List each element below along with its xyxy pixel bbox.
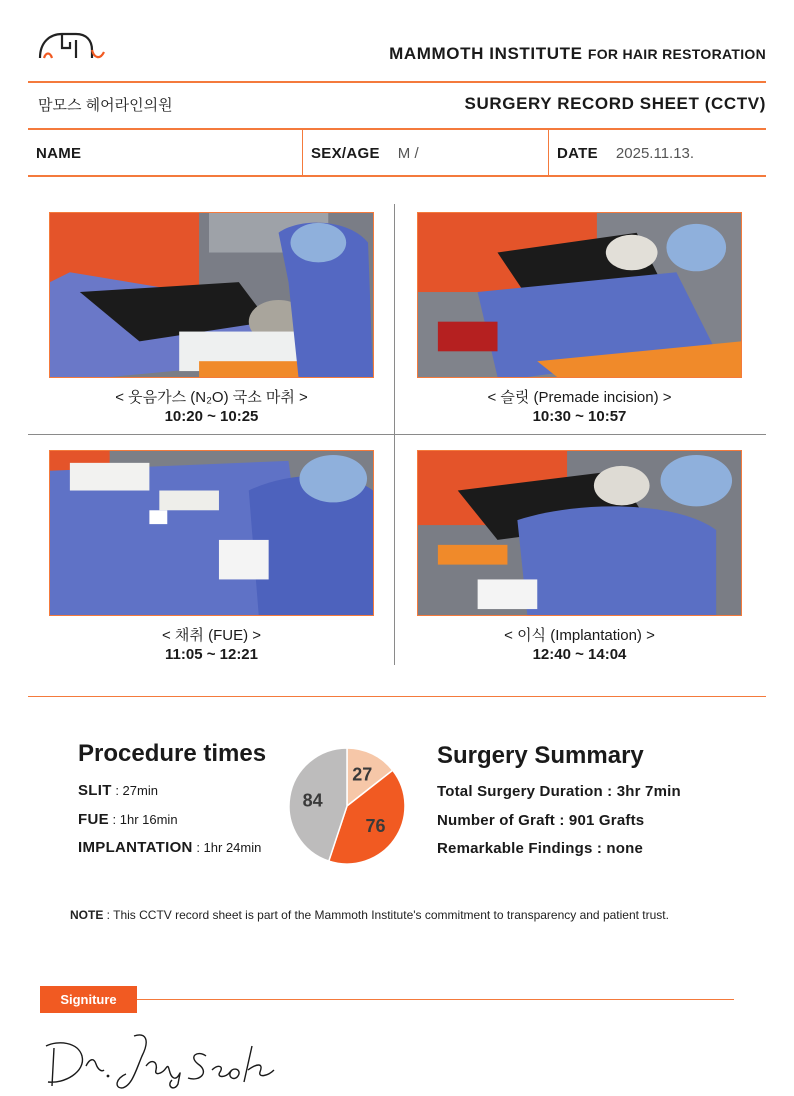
sexage-label: SEX/AGE (311, 144, 380, 162)
photo-caption-1-time: 10:20 ~ 10:25 (164, 408, 259, 425)
procedure-times-pie-chart (288, 746, 406, 866)
summary-grafts: Number of Graft : 901 Grafts (437, 812, 645, 829)
footer-note (70, 908, 669, 922)
procedure-implantation-value: : 1hr 24min (192, 840, 262, 855)
note-text: : This CCTV record sheet is part of the Mammoth Institute's commitment to transparency and patient trust. (103, 908, 669, 922)
photo-caption-3-time: 11:05 ~ 12:21 (165, 646, 258, 663)
pie-label-fue: 76 (365, 816, 386, 837)
section-divider (28, 696, 766, 697)
cctv-photo-implantation (417, 450, 742, 616)
summary-findings: Remarkable Findings : none (437, 840, 644, 857)
procedure-slit-label: SLIT (78, 782, 112, 799)
procedure-fue-label: FUE (78, 811, 109, 828)
photo-caption-4-time: 12:40 ~ 14:04 (532, 646, 627, 663)
note-label: NOTE (70, 908, 104, 922)
procedure-item-slit (78, 782, 158, 799)
cctv-photo-anesthesia (49, 212, 374, 378)
procedure-item-fue (78, 811, 178, 828)
photo-caption-3-title: < 채취 (FUE) > (162, 627, 261, 644)
cctv-photo-fue (49, 450, 374, 616)
grid-divider-vertical-top (394, 204, 395, 434)
grid-divider-horizontal (28, 434, 766, 435)
procedure-slit-value: : 27min (111, 783, 158, 798)
photo-caption-2 (417, 386, 742, 425)
procedure-implantation-label: IMPLANTATION (78, 839, 193, 856)
date-label: DATE (557, 144, 598, 162)
signature-line (137, 999, 734, 1000)
photo-caption-1-title: < 웃음가스 (N₂O) 국소 마취 > (115, 389, 308, 406)
name-label: NAME (36, 144, 82, 162)
sheet-title: SURGERY RECORD SHEET (CCTV) (464, 94, 766, 113)
date-value: 2025.11.13. (615, 144, 695, 162)
clinic-korean-name: 맘모스 헤어라인의원 (38, 97, 173, 114)
summary-duration: Total Surgery Duration : 3hr 7min (437, 783, 681, 800)
sexage-value: M / (397, 144, 419, 162)
institute-name: MAMMOTH INSTITUTE FOR HAIR RESTORATION (389, 44, 766, 63)
photo-caption-4 (417, 624, 742, 663)
procedure-item-implantation (78, 839, 261, 856)
grid-divider-vertical-bottom (394, 435, 395, 665)
signature-tag: Signiture (40, 986, 137, 1013)
sexage-cell (302, 130, 548, 176)
handwritten-signature (38, 1026, 298, 1092)
surgery-summary-title: Surgery Summary (437, 742, 644, 769)
cctv-photo-slit (417, 212, 742, 378)
photo-caption-2-time: 10:30 ~ 10:57 (532, 408, 627, 425)
pie-label-implantation: 84 (302, 790, 323, 811)
pie-label-slit: 27 (352, 764, 373, 785)
header-divider (28, 81, 766, 83)
name-cell (28, 130, 302, 176)
mammoth-logo-icon (36, 28, 108, 64)
procedure-times-title: Procedure times (78, 740, 267, 767)
photo-caption-2-title: < 슬릿 (Premade incision) > (487, 389, 672, 406)
photo-caption-3 (49, 624, 374, 663)
procedure-fue-value: : 1hr 16min (108, 812, 178, 827)
photo-caption-1 (49, 386, 374, 425)
info-bottom-divider (28, 175, 766, 177)
photo-caption-4-title: < 이식 (Implantation) > (504, 627, 655, 644)
date-cell (548, 130, 766, 176)
patient-info-row (28, 130, 766, 176)
